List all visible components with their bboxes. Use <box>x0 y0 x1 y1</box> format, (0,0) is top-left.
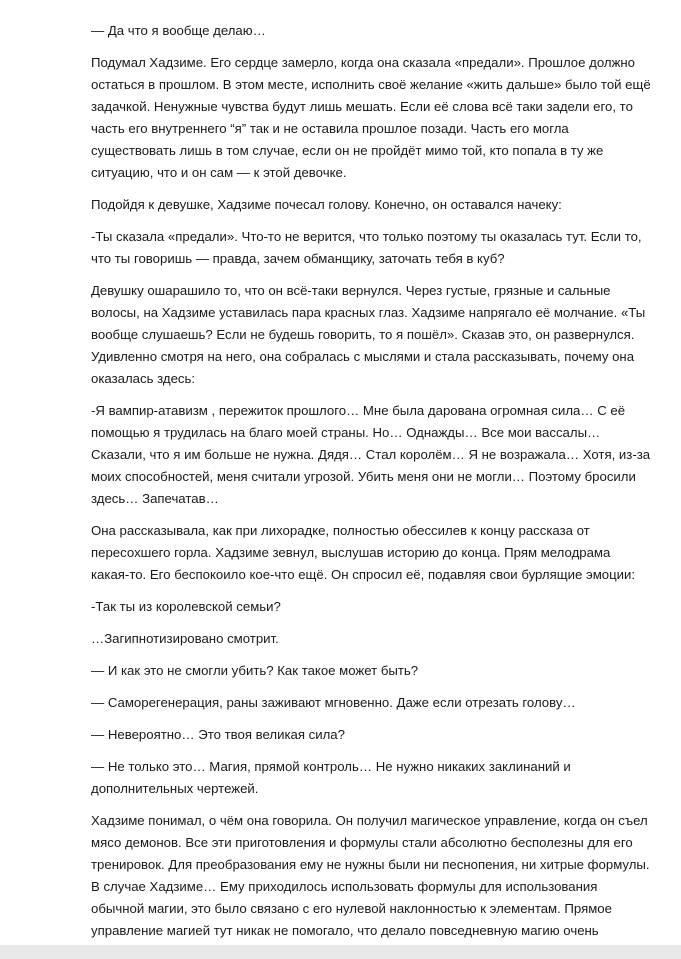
paragraph-8: -Так ты из королевской семьи? <box>91 599 281 614</box>
paragraph-9: …Загипнотизировано смотрит. <box>91 631 279 646</box>
page-bottom-edge <box>0 945 681 959</box>
paragraph-11: — Саморегенерация, раны заживают мгновенно. Даже если отрезать голову… <box>91 695 576 710</box>
paragraph-12: — Невероятно… Это твоя великая сила? <box>91 727 345 742</box>
paragraph-5: Девушку ошарашило то, что он всё-таки вернулся. Через густые, грязные и сальные волосы, на Хадзиме уставилась пара красных глаз. Хадзиме напрягало её молчание. «Ты вообще слушаешь? Если не будешь говорить, то я пошёл». Сказав это, он развернулся. Удивленно смотря на него, она собралась с мыслями и стала рассказывать, почему она оказалась здесь: <box>91 283 646 386</box>
paragraph-3: Подойдя к девушке, Хадзиме почесал голову. Конечно, он оставался начеку: <box>91 197 562 212</box>
paragraph-2: Подумал Хадзиме. Его сердце замерло, когда она сказала «предали». Прошлое должно остаться в прошлом. В этом месте, исполнить своё желание «жить дальше» было той ещё задачкой. Ненужные чувства будут лишь мешать. Если её слова всё таки задели его, то часть его внутреннего “я” так и не оставила прошлое позади. Часть его могла существовать лишь в том случае, если он не пройдёт мимо той, кто попала в ту же ситуацию, что и он сам — к этой девочке. <box>91 55 651 180</box>
paragraph-6: -Я вампир-атавизм , пережиток прошлого… Мне была дарована огромная сила… С её помощью я трудилась на благо моей страны. Но… Однажды… Все мои вассалы… Сказали, что я им больше не нужна. Дядя… Стал королём… Я не возражала… Хотя, из-за моих способностей, меня считали угрозой. Убить меня они не могли… Поэтому бросили здесь… Запечатав… <box>91 403 651 506</box>
paragraph-1: — Да что я вообще делаю… <box>91 23 266 38</box>
paragraph-14: Хадзиме понимал, о чём она говорила. Он получил магическое управление, когда он съел мясо демонов. Все эти приготовления и формулы стали абсолютно бесполезны для его тренировок. Для преобразования ему не нужны были ни песнопения, ни хитрые формулы. В случае Хадзиме… Ему приходилось использовать формулы для использования обычной магии, это было связано с его нулевой наклонностью к элементам. Прямое управление магией тут никак не помогало, что делало повседневную магию очень <box>91 813 650 938</box>
paragraph-13: — Не только это… Магия, прямой контроль… Не нужно никаких заклинаний и дополнительных чертежей. <box>91 759 571 796</box>
paragraph-7: Она рассказывала, как при лихорадке, полностью обессилев к концу рассказа от пересохшего горла. Хадзиме зевнул, выслушав историю до конца. Прям мелодрама какая-то. Его беспокоило кое-что ещё. Он спросил её, подавляя свои бурлящие эмоции: <box>91 523 636 582</box>
document-body <box>91 20 651 952</box>
paragraph-10: — И как это не смогли убить? Как такое может быть? <box>91 663 419 678</box>
paragraph-4: -Ты сказала «предали». Что-то не верится, что только поэтому ты оказалась тут. Если то, что ты говоришь — правда, зачем обманщику, заточать тебя в куб? <box>91 229 642 266</box>
